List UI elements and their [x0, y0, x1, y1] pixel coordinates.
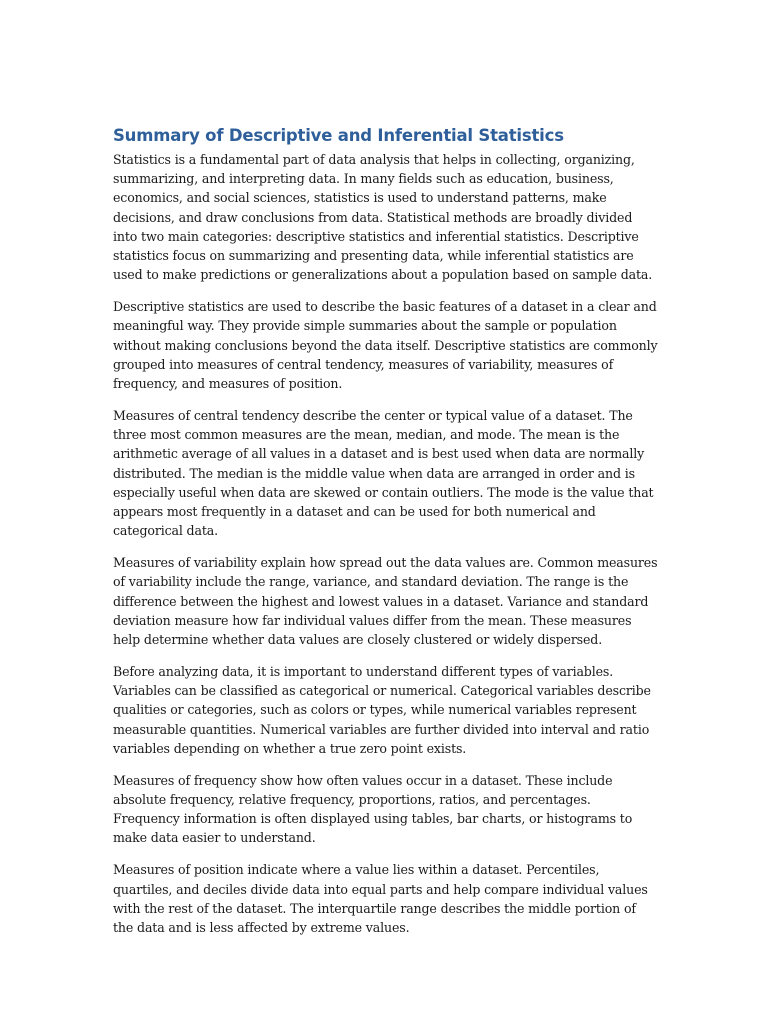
paragraph-frequency: Measures of frequency show how often values occur in a dataset. These include absolute frequency, relative frequency, proportions, ratios, and percentages. Frequency information is often displayed using tables, bar charts, or histograms to make data easier to understand. [113, 772, 633, 846]
paragraph-central-tendency: Measures of central tendency describe the center or typical value of a dataset. The three most common measures are the mean, median, and mode. The mean is the arithmetic average of all values in a dataset and is best used when data are normally distributed. The median is the middle value when data are arranged in order and is especially useful when data are skewed or contain outliers. The mode is the value that appears most frequently in a dataset and can be used for both numerical and categorical data. [113, 408, 654, 539]
paragraph-variability: Measures of variability explain how spread out the data values are. Common measures of variability include the range, variance, and standard deviation. The range is the difference between the highest and lowest values in a dataset. Variance and standard deviation measure how far individual values differ from the mean. These measures help determine whether data values are closely clustered or widely dispersed. [113, 555, 658, 648]
paragraph-introduction: Statistics is a fundamental part of data analysis that helps in collecting, organizing, summarizing, and interpreting data. In many fields such as education, business, economics, and social sciences, statistics is used to understand patterns, make decisions, and draw conclusions from data. Statistical methods are broadly divided into two main categories: descriptive statistics and inferential statistics. Descriptive statistics focus on summarizing and presenting data, while inferential statistics are used to make predictions or generalizations about a population based on sample data. [113, 152, 653, 283]
document-body [113, 126, 658, 950]
paragraph-position: Measures of position indicate where a value lies within a dataset. Percentiles, quartiles, and deciles divide data into equal parts and help compare individual values with the rest of the dataset. The interquartile range describes the middle portion of the data and is less affected by extreme values. [113, 862, 648, 936]
document-title: Summary of Descriptive and Inferential Statistics [113, 126, 564, 145]
paragraph-variable-types: Before analyzing data, it is important to understand different types of variables. Variables can be classified as categorical or numerical. Categorical variables describe qualities or categories, such as colors or types, while numerical variables represent measurable quantities. Numerical variables are further divided into interval and ratio variables depending on whether a true zero point exists. [113, 664, 651, 756]
paragraph-descriptive-statistics: Descriptive statistics are used to describe the basic features of a dataset in a clear and meaningful way. They provide simple summaries about the sample or population without making conclusions beyond the data itself. Descriptive statistics are commonly grouped into measures of central tendency, measures of variability, measures of frequency, and measures of position. [113, 299, 658, 392]
